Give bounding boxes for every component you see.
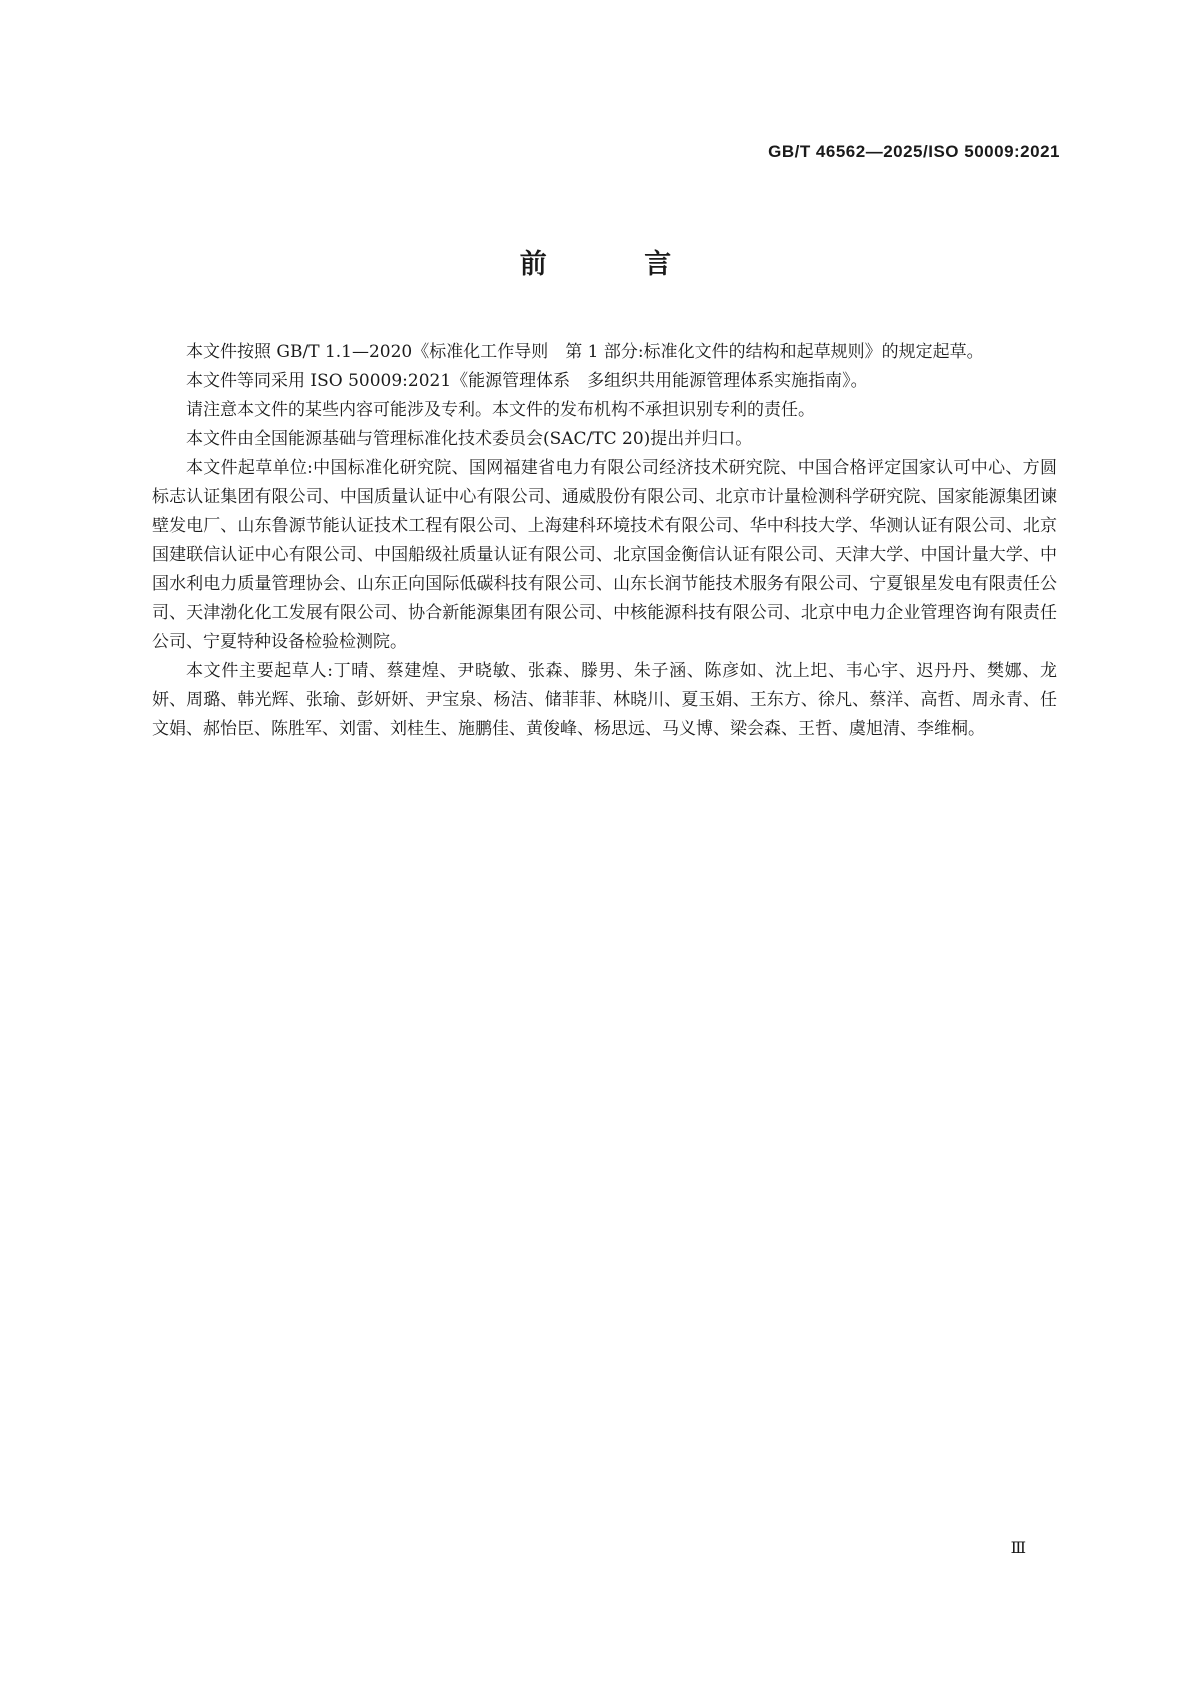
paragraph-patent-notice: 请注意本文件的某些内容可能涉及专利。本文件的发布机构不承担识别专利的责任。 bbox=[186, 400, 815, 420]
paragraph-drafting-units: 本文件起草单位:中国标准化研究院、国网福建省电力有限公司经济技术研究院、中国合格评定国家认可中心、方圆标志认证集团有限公司、中国质量认证中心有限公司、通威股份有限公司、北京市计量检测科学研究院、国家能源集团谏壁发电厂、山东鲁源节能认证技术工程有限公司、上海建科环境技术有限公司、华中科技大学、华测认证有限公司、北京国建联信认证中心有限公司、中国船级社质量认证有限公司、北京国金衡信认证有限公司、天津大学、中国计量大学、中国水利电力质量管理协会、山东正向国际低碳科技有限公司、山东长润节能技术服务有限公司、宁夏银星发电有限责任公司、天津渤化化工发展有限公司、协合新能源集团有限公司、中核能源科技有限公司、北京中电力企业管理咨询有限责任公司、宁夏特种设备检验检测院。 bbox=[152, 458, 1057, 652]
page-number: Ⅲ bbox=[1010, 1540, 1026, 1557]
paragraph-adoption: 本文件等同采用 ISO 50009:2021《能源管理体系 多组织共用能源管理体系实施指南》。 bbox=[186, 371, 868, 391]
paragraph-drafters: 本文件主要起草人:丁晴、蔡建煌、尹晓敏、张森、滕男、朱子涵、陈彦如、沈上圯、韦心宇、迟丹丹、樊娜、龙妍、周璐、韩光辉、张瑜、彭妍妍、尹宝泉、杨洁、储菲菲、林晓川、夏玉娟、王东方、徐凡、蔡洋、高哲、周永青、任文娟、郝怡臣、陈胜军、刘雷、刘桂生、施鹏佳、黄俊峰、杨思远、马义博、梁会森、王哲、虞旭清、李维桐。 bbox=[152, 661, 1057, 739]
paragraph-drafting-rules: 本文件按照 GB/T 1.1—2020《标准化工作导则 第 1 部分:标准化文件的结构和起草规则》的规定起草。 bbox=[186, 342, 984, 362]
foreword-body bbox=[152, 338, 1057, 744]
page-title: 前 言 bbox=[519, 249, 716, 280]
paragraph-committee: 本文件由全国能源基础与管理标准化技术委员会(SAC/TC 20)提出并归口。 bbox=[186, 429, 753, 449]
standard-code: GB/T 46562—2025/ISO 50009:2021 bbox=[768, 142, 1060, 161]
